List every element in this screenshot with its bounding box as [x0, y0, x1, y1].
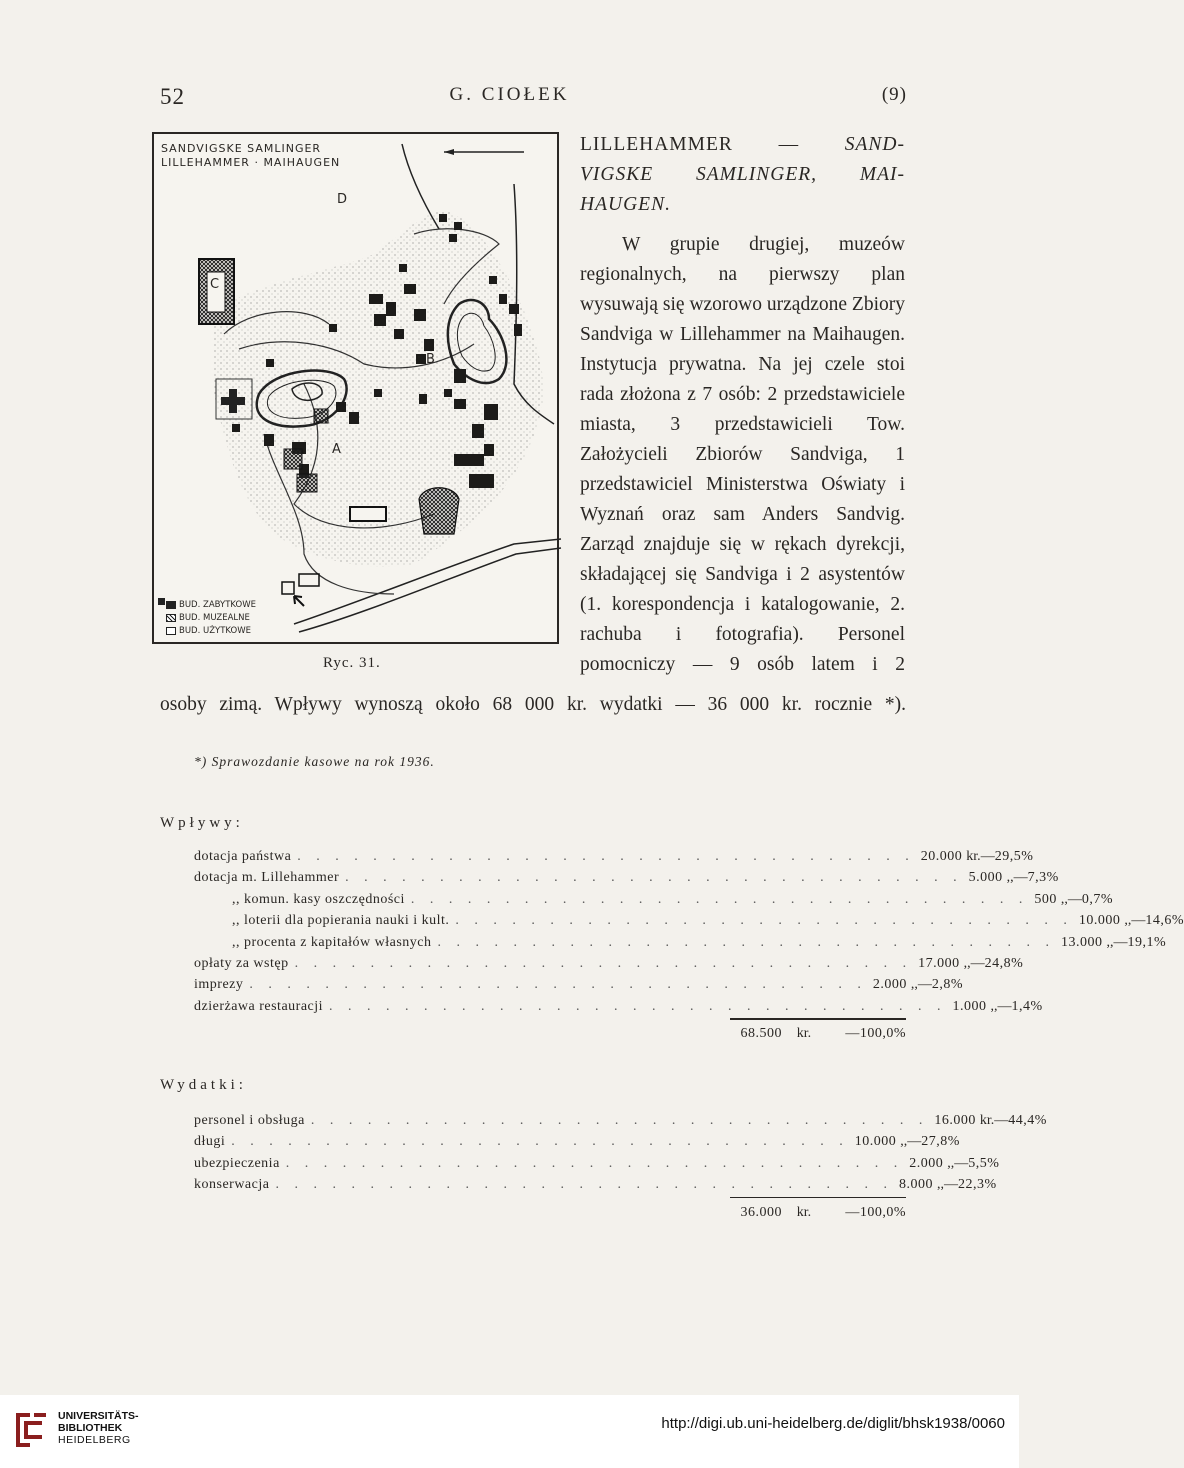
dash-separator: —: [907, 1134, 922, 1150]
expense-row-unit: kr.: [979, 1113, 995, 1128]
total-percent: —100,0%: [845, 1026, 906, 1042]
income-row-percent: 0,7%: [1081, 891, 1114, 907]
library-footer: [0, 1395, 1019, 1468]
section-number: (9): [881, 84, 907, 105]
legend-label-utility: BUD. UŻYTKOWE: [179, 626, 252, 636]
income-row-unit: kr.: [966, 849, 981, 864]
total-amount: 36.000: [740, 1204, 782, 1220]
museum-map-figure: [152, 132, 559, 644]
income-row-label: dzierżawa restauracji: [194, 998, 324, 1014]
leader-dots: . . . . . . . . . . . . . . . . . . . . . . . . . . . . . . . . .: [437, 934, 1055, 950]
body-paragraph: W grupie drugiej, muzeów regionalnych, na pierwszy plan wysuwają się wzorowo urządzone Zbiory Sandviga w Lillehammer na Maihaugen. Instytucja prywatna. Na jej czele stoi rada złożona z 7 osób: 2 przedstawiciele miasta, 3 przedstawicieli Tow. Założycieli Zbiorów Sandviga, 1 przedstawiciel Ministerstwa Oświaty i Wyznań oraz sam Anders Sandvig. Zarząd znajduje się w rękach dyrekcji, składającej się Sandviga i 2 asystentów (1. korespondencja i katalogowanie, 2. rachuba i fotografia). Personel pomocniczy — 9 osób latem i 2: [580, 234, 905, 675]
income-row-label: opłaty za wstęp: [194, 955, 289, 971]
leader-dots: . . . . . . . . . . . . . . . . . . . . . . . . . . . . . . . . .: [410, 891, 1029, 907]
map-drawing: [154, 134, 561, 646]
income-row: [194, 953, 1024, 974]
expense-row: [194, 1110, 1047, 1131]
income-row-amount: 500: [1034, 891, 1057, 907]
section-heading-line-2: VIGSKE SAMLINGER, MAI-: [580, 164, 905, 185]
expense-row-unit: ,,: [936, 1177, 944, 1193]
income-row-unit: ,,: [910, 977, 918, 993]
income-row-label: ,, komun. kasy oszczędności: [232, 891, 405, 907]
dash-separator: —: [970, 955, 985, 971]
income-row: [194, 846, 1034, 867]
expense-total-row: [194, 1202, 906, 1223]
map-label-d: D: [337, 192, 348, 207]
dash-separator: —: [1067, 891, 1082, 907]
map-title-line-1: SANDVIGSKE SAMLINGER: [161, 142, 322, 155]
expense-row: [194, 1174, 997, 1195]
library-logo-icon: [10, 1409, 50, 1451]
income-row: [194, 867, 1059, 888]
figure-caption: Ryc. 31.: [323, 655, 381, 671]
expense-row: [194, 1153, 1000, 1174]
expense-sum-rule: [730, 1197, 906, 1199]
dash-separator: —: [997, 998, 1012, 1014]
dash-separator: —: [1113, 934, 1128, 950]
legend-swatch-historic: [166, 601, 176, 609]
expense-row-unit: ,,: [947, 1155, 955, 1171]
expense-row-amount: 10.000: [854, 1134, 897, 1150]
dash-separator: —: [980, 849, 995, 864]
income-row-label: dotacja państwa: [194, 849, 292, 864]
income-row-label: ,, loterii dla popierania nauki i kult.: [232, 913, 450, 929]
map-label-c: C: [210, 277, 220, 292]
income-row: [194, 910, 1184, 931]
dash-separator: —: [1013, 870, 1028, 886]
legend-utility: [166, 626, 251, 636]
library-logo-text: [58, 1410, 139, 1446]
expense-row-amount: 16.000: [934, 1113, 976, 1128]
map-label-a: A: [332, 442, 341, 457]
income-total-row: [194, 1023, 906, 1044]
map-title-line-2: LILLEHAMMER · MAIHAUGEN: [161, 156, 341, 169]
leader-dots: . . . . . . . . . . . . . . . . . . . . . . . . . . . . . . . . .: [285, 1155, 904, 1171]
income-row-label: imprezy: [194, 977, 244, 993]
logo-line-2: BIBLIOTHEK: [58, 1422, 123, 1434]
income-row: [194, 996, 1043, 1017]
income-row: [194, 889, 1114, 910]
expense-row-label: personel i obsługa: [194, 1113, 305, 1128]
income-row-unit: ,,: [1006, 870, 1014, 886]
total-unit: kr.: [796, 1204, 812, 1220]
dash-separator: —: [954, 1155, 969, 1171]
side-column: [580, 130, 905, 680]
expense-row-label: ubezpieczenia: [194, 1155, 280, 1171]
section-heading-line-3: HAUGEN.: [580, 194, 671, 215]
income-sum-rule: [730, 1018, 906, 1020]
body-last-line: osoby zimą. Wpływy wynoszą około 68 000 kr. wydatki — 36 000 kr. rocznie *).: [160, 694, 906, 715]
heading-italic: SAND-: [844, 134, 905, 155]
income-row-percent: 19,1%: [1127, 934, 1167, 950]
expense-row-percent: 22,3%: [957, 1177, 997, 1193]
logo-line-3: HEIDELBERG: [58, 1434, 131, 1446]
total-percent: —100,0%: [845, 1204, 906, 1220]
income-row-percent: 1,4%: [1011, 998, 1043, 1014]
income-row-amount: 13.000: [1061, 934, 1103, 950]
leader-dots: . . . . . . . . . . . . . . . . . . . . . . . . . . . . . . . . .: [249, 977, 867, 993]
expense-row-unit: ,,: [900, 1134, 908, 1150]
income-row-unit: ,,: [963, 955, 971, 971]
income-row-unit: ,,: [1060, 891, 1068, 907]
source-url-link[interactable]: http://digi.ub.uni-heidelberg.de/diglit/bhsk1938/0060: [661, 1415, 1005, 1432]
income-row-amount: 10.000: [1078, 913, 1121, 929]
income-row-unit: ,,: [990, 998, 998, 1014]
income-row-amount: 17.000: [918, 955, 960, 971]
expense-row-percent: 27,8%: [921, 1134, 960, 1150]
expense-row-amount: 2.000: [909, 1155, 944, 1171]
expense-row: [194, 1131, 960, 1152]
leader-dots: . . . . . . . . . . . . . . . . . . . . . . . . . . . . . . . . .: [297, 849, 915, 864]
income-row-unit: ,,: [1124, 913, 1132, 929]
income-row-percent: 7,3%: [1027, 870, 1059, 886]
income-row-percent: 29,5%: [994, 849, 1034, 864]
legend-swatch-museum: [166, 614, 176, 622]
income-row-amount: 2.000: [872, 977, 907, 993]
income-table: [194, 846, 1184, 1045]
legend-label-museum: BUD. MUZEALNE: [179, 613, 250, 623]
income-row-unit: ,,: [1106, 934, 1114, 950]
expense-row-amount: 8.000: [898, 1177, 933, 1193]
leader-dots: . . . . . . . . . . . . . . . . . . . . . . . . . . . . . . . . .: [455, 913, 1073, 929]
expense-row-label: długi: [194, 1134, 226, 1150]
income-row-percent: 2,8%: [931, 977, 964, 993]
leader-dots: . . . . . . . . . . . . . . . . . . . . . . . . . . . . . . . . .: [329, 998, 947, 1014]
income-row-percent: 14,6%: [1145, 913, 1184, 929]
income-row: [194, 974, 964, 995]
income-heading: Wpływy:: [160, 815, 244, 831]
income-row-label: dotacja m. Lillehammer: [194, 870, 340, 886]
legend-label-historic: BUD. ZABYTKOWE: [179, 600, 256, 610]
legend-swatch-utility: [166, 627, 176, 635]
income-row-amount: 1.000: [952, 998, 987, 1014]
income-row: [194, 932, 1167, 953]
income-row-amount: 20.000: [920, 849, 963, 864]
logo-line-1: UNIVERSITÄTS-: [58, 1410, 139, 1422]
expense-row-percent: 5,5%: [968, 1155, 1000, 1171]
legend-historic: [166, 600, 256, 610]
heading-plain: LILLEHAMMER —: [580, 134, 845, 155]
expenses-table: [194, 1110, 1047, 1223]
total-unit: kr.: [796, 1026, 812, 1042]
income-row-percent: 24,8%: [984, 955, 1024, 971]
leader-dots: . . . . . . . . . . . . . . . . . . . . . . . . . . . . . . . . .: [294, 955, 913, 971]
expenses-heading: Wydatki:: [160, 1077, 247, 1093]
legend-museum: [166, 613, 250, 623]
expense-row-label: konserwacja: [194, 1177, 270, 1193]
leader-dots: . . . . . . . . . . . . . . . . . . . . . . . . . . . . . . . . .: [310, 1113, 929, 1128]
expense-row-percent: 44,4%: [1008, 1113, 1047, 1128]
running-title: G. CIOŁEK: [449, 84, 570, 105]
dash-separator: —: [943, 1177, 958, 1193]
map-label-b: B: [426, 352, 435, 367]
section-heading-line-1: [580, 130, 905, 160]
income-row-label: ,, procenta z kapitałów własnych: [232, 934, 432, 950]
footnote: *) Sprawozdanie kasowe na rok 1936.: [194, 754, 435, 769]
total-amount: 68.500: [740, 1026, 782, 1042]
dash-separator: —: [1131, 913, 1146, 929]
leader-dots: . . . . . . . . . . . . . . . . . . . . . . . . . . . . . . . . .: [345, 870, 963, 886]
income-row-amount: 5.000: [968, 870, 1003, 886]
leader-dots: . . . . . . . . . . . . . . . . . . . . . . . . . . . . . . . . .: [231, 1134, 849, 1150]
dash-separator: —: [917, 977, 932, 993]
dash-separator: —: [994, 1113, 1009, 1128]
leader-dots: . . . . . . . . . . . . . . . . . . . . . . . . . . . . . . . . .: [275, 1177, 893, 1193]
page-number: 52: [160, 84, 185, 109]
